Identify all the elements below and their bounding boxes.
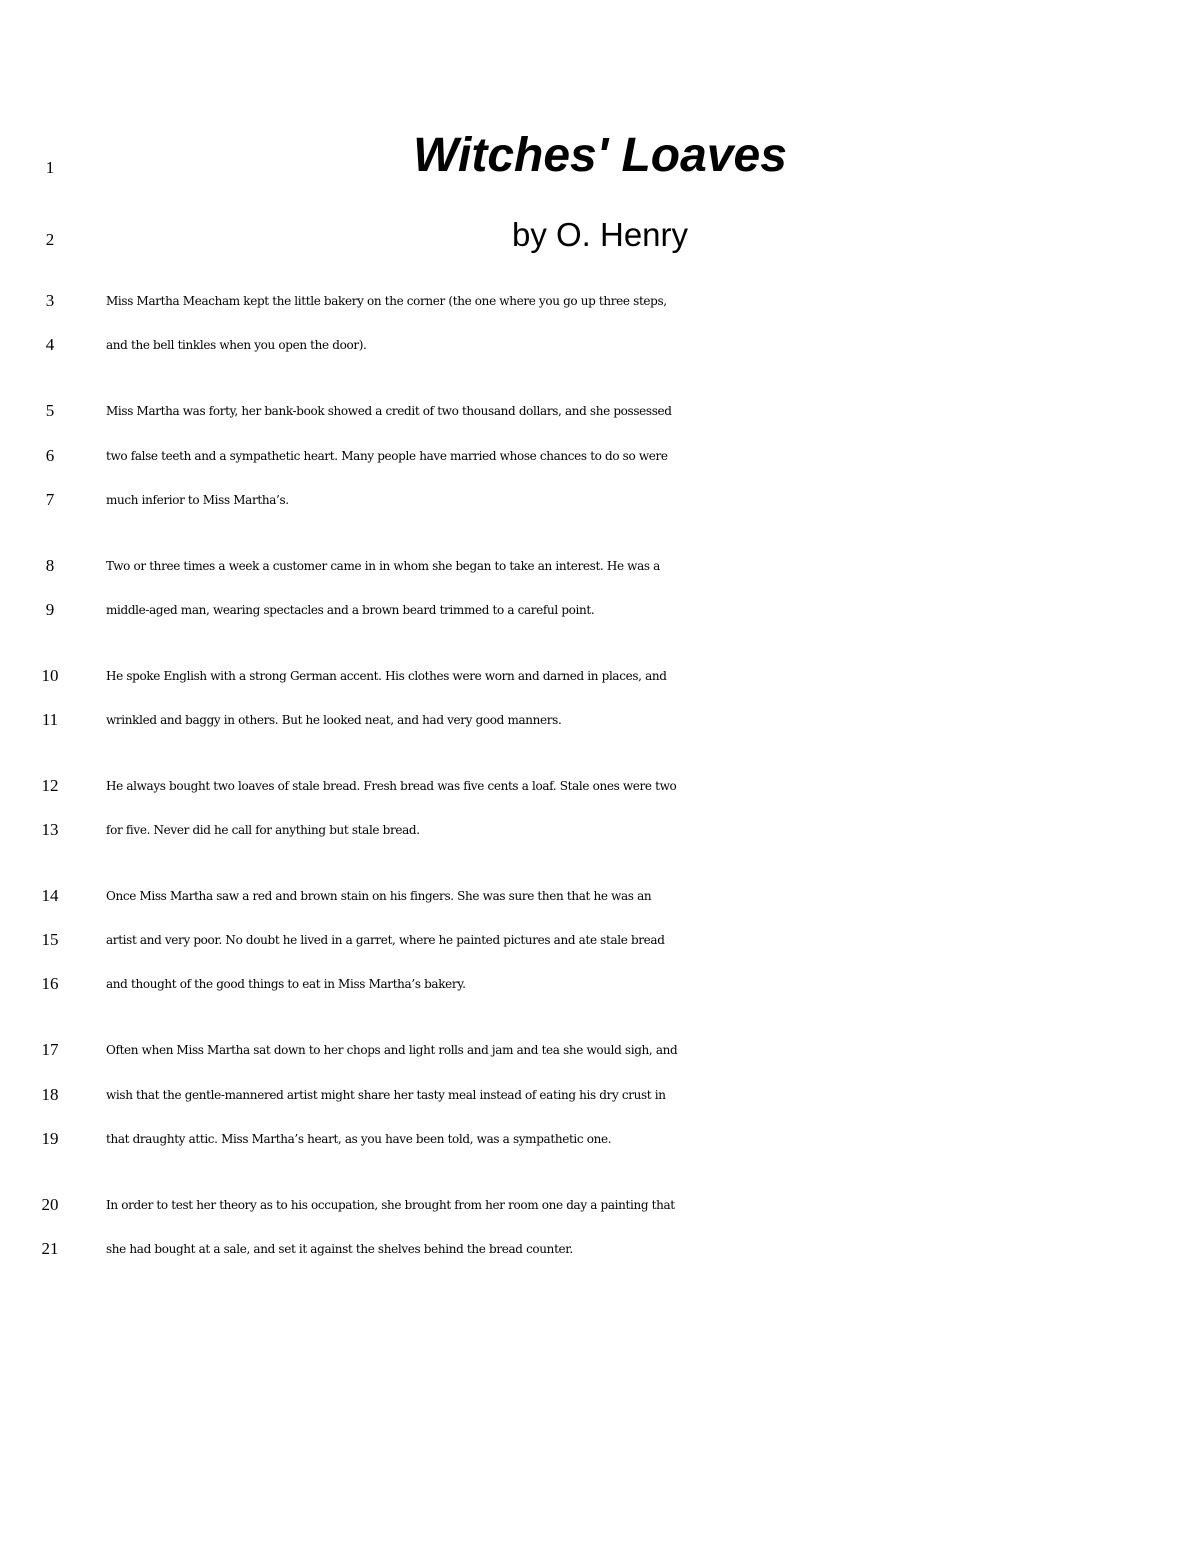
line-text: In order to test her theory as to his occupation, she brought from her room one day a painting that [106, 1198, 675, 1212]
line-12 [0, 766, 1200, 806]
line-number: 15 [41, 930, 59, 949]
line-16 [0, 964, 1200, 1004]
line-text: Two or three times a week a customer came in in whom she began to take an interest. He was a [106, 559, 660, 573]
line-number: 20 [41, 1195, 59, 1214]
line-number: 11 [41, 710, 59, 729]
line-19 [0, 1119, 1200, 1159]
line-number: 6 [45, 446, 55, 465]
line-1 [0, 148, 1200, 188]
line-number: 5 [45, 401, 55, 420]
line-13 [0, 810, 1200, 850]
line-number: 2 [45, 230, 55, 249]
line-text: He always bought two loaves of stale bread. Fresh bread was five cents a loaf. Stale ones were two [106, 779, 677, 793]
line-number: 19 [41, 1129, 59, 1148]
line-text: He spoke English with a strong German accent. His clothes were worn and darned in places, and [106, 669, 667, 683]
line-text: she had bought at a sale, and set it against the shelves behind the bread counter. [106, 1242, 573, 1256]
line-text: that draughty attic. Miss Martha’s heart, as you have been told, was a sympathetic one. [106, 1132, 612, 1146]
line-number: 12 [41, 776, 59, 795]
line-10 [0, 656, 1200, 696]
line-text: middle-aged man, wearing spectacles and a brown beard trimmed to a careful point. [106, 603, 595, 617]
line-6 [0, 436, 1200, 476]
line-text: Once Miss Martha saw a red and brown stain on his fingers. She was sure then that he was an [106, 889, 652, 903]
line-text: artist and very poor. No doubt he lived in a garret, where he painted pictures and ate stale bread [106, 933, 665, 947]
line-number: 8 [45, 556, 55, 575]
line-2 [0, 220, 1200, 260]
line-7 [0, 480, 1200, 520]
document-title: Witches' Loaves [413, 129, 787, 182]
line-20 [0, 1185, 1200, 1225]
line-text: wish that the gentle-mannered artist might share her tasty meal instead of eating his dry crust in [106, 1088, 666, 1102]
line-number: 1 [45, 158, 55, 177]
line-9 [0, 590, 1200, 630]
line-17 [0, 1030, 1200, 1070]
line-5 [0, 391, 1200, 431]
line-number: 21 [41, 1239, 59, 1258]
line-3 [0, 281, 1200, 321]
line-14 [0, 876, 1200, 916]
line-15 [0, 920, 1200, 960]
line-number: 7 [45, 490, 55, 509]
line-11 [0, 700, 1200, 740]
document-author: by O. Henry [511, 216, 689, 253]
line-number: 17 [41, 1040, 59, 1059]
line-text: Miss Martha was forty, her bank-book showed a credit of two thousand dollars, and she possessed [106, 404, 672, 418]
line-text: Often when Miss Martha sat down to her chops and light rolls and jam and tea she would sigh, and [106, 1043, 678, 1057]
line-8 [0, 546, 1200, 586]
line-text: and the bell tinkles when you open the door). [106, 338, 367, 352]
line-text: and thought of the good things to eat in Miss Martha’s bakery. [106, 977, 466, 991]
line-number: 16 [41, 974, 59, 993]
line-number: 18 [41, 1085, 59, 1104]
line-number: 4 [45, 335, 55, 354]
line-number: 14 [41, 886, 59, 905]
line-text: wrinkled and baggy in others. But he looked neat, and had very good manners. [106, 713, 562, 727]
line-18 [0, 1075, 1200, 1115]
line-21 [0, 1229, 1200, 1269]
line-number: 9 [45, 600, 55, 619]
line-number: 13 [41, 820, 59, 839]
line-text: Miss Martha Meacham kept the little bakery on the corner (the one where you go up three steps, [106, 294, 667, 308]
line-text: for five. Never did he call for anything but stale bread. [106, 823, 420, 837]
line-number: 10 [41, 666, 59, 685]
line-number: 3 [45, 291, 55, 310]
line-text: much inferior to Miss Martha’s. [106, 493, 289, 507]
line-4 [0, 325, 1200, 365]
line-text: two false teeth and a sympathetic heart. Many people have married whose chances to do so were [106, 449, 668, 463]
